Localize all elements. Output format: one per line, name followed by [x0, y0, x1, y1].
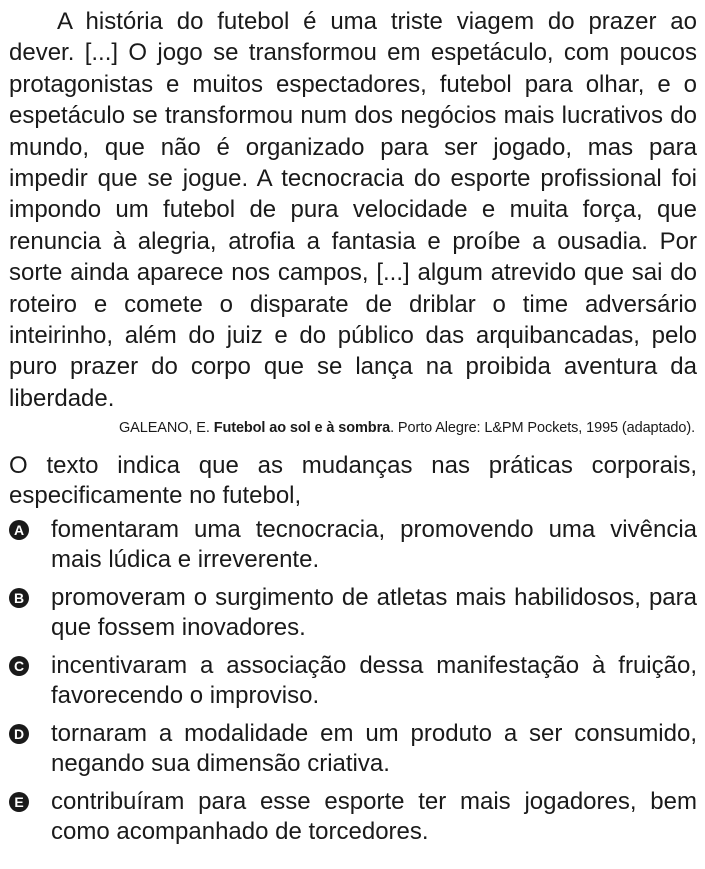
citation — [9, 419, 695, 437]
citation-author: GALEANO, E. — [119, 420, 214, 437]
citation-rest: . Porto Alegre: L&PM Pockets, 1995 (adaptado). — [390, 420, 695, 437]
option-b-letter-badge: B — [9, 588, 29, 608]
option-d-letter-badge: D — [9, 724, 29, 744]
question-stem: O texto indica que as mudanças nas práticas corporais, especificamente no futebol, — [9, 452, 697, 510]
option-e[interactable] — [9, 787, 697, 847]
option-a-letter-badge: A — [9, 520, 29, 540]
option-a-text: fomentaram uma tecnocracia, promovendo uma vivência mais lúdica e irreverente. — [51, 516, 697, 574]
option-d[interactable] — [9, 719, 697, 779]
option-d-text: tornaram a modalidade em um produto a ser consumido, negando sua dimensão criativa. — [51, 720, 697, 778]
option-a[interactable] — [9, 515, 697, 575]
option-c[interactable] — [9, 651, 697, 711]
option-b[interactable] — [9, 583, 697, 643]
answer-options — [9, 515, 697, 847]
passage-text: A história do futebol é uma triste viagem do prazer ao dever. [...] O jogo se transformou em espetáculo, com poucos protagonistas e muitos espectadores, futebol para olhar, e o espetáculo se transformou num dos negócios mais lucrativos do mundo, que não é organizado para ser jogado, mas para impedir que se jogue. A tecnocracia do esporte profissional foi impondo um futebol de pura velocidade e muita força, que renuncia à alegria, atrofia a fantasia e proíbe a ousadia. Por sorte ainda aparece nos campos, [...] algum atrevido que sai do roteiro e comete o disparate de driblar o time adversário inteirinho, além do juiz e do público das arquibancadas, pelo puro prazer do corpo que se lança na proibida aventura da liberdade. — [9, 8, 697, 412]
option-e-text: contribuíram para esse esporte ter mais jogadores, bem como acompanhado de torcedores. — [51, 788, 697, 846]
option-b-text: promoveram o surgimento de atletas mais habilidosos, para que fossem inovadores. — [51, 584, 697, 642]
option-e-letter-badge: E — [9, 792, 29, 812]
option-c-letter-badge: C — [9, 656, 29, 676]
option-c-text: incentivaram a associação dessa manifestação à fruição, favorecendo o improviso. — [51, 652, 697, 710]
citation-title: Futebol ao sol e à sombra — [213, 420, 391, 437]
